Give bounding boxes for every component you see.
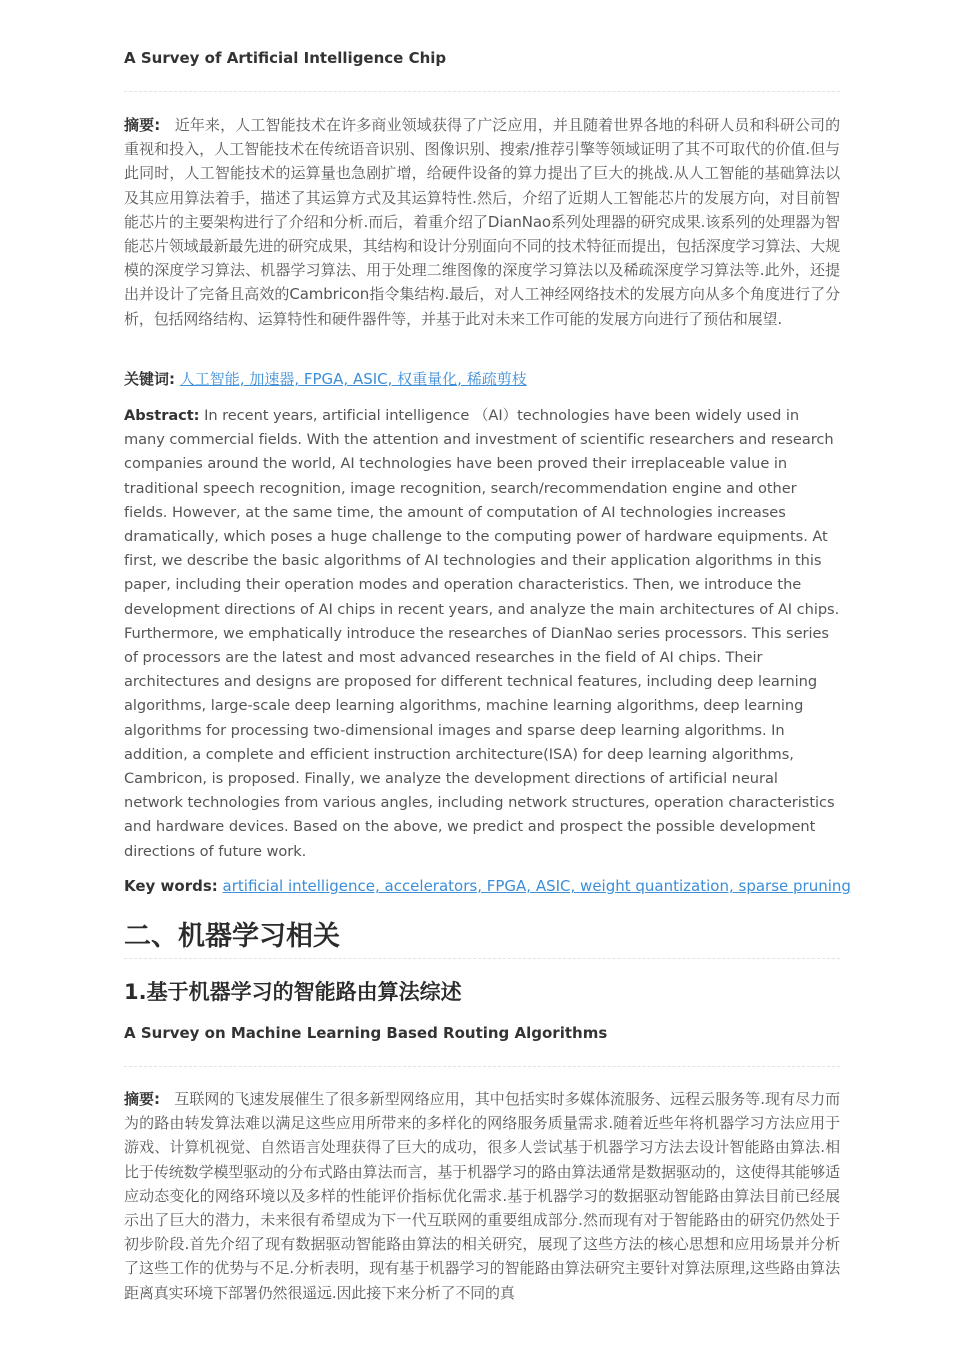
divider xyxy=(124,958,840,959)
keywords-en-links[interactable]: artificial intelligence, accelerators, FPGA, ASIC, weight quantization, sparse pruning xyxy=(222,877,851,895)
keywords-en xyxy=(124,877,851,895)
subsection-heading: 1.基于机器学习的智能路由算法综述 xyxy=(124,980,462,1004)
abstract-cn-2 xyxy=(124,1087,840,1305)
keywords-cn xyxy=(124,368,527,389)
abstract-cn-text: 近年来，人工智能技术在许多商业领域获得了广泛应用，并且随着世界各地的科研人员和科研公司的重视和投入，人工智能技术在传统语音识别、图像识别、搜索/推荐引擎等领域证明了其不可取代的价值.但与此同时，人工智能技术的运算量也急剧扩增，给硬件设备的算力提出了巨大的挑战.从人工智能的基础算法以及其应用算法着手，描述了其运算方式及其运算特性.然后，介绍了近期人工智能芯片的发展方向，对目前智能芯片的主要架构进行了介绍和分析.而后，着重介绍了DianNao系列处理器的研究成果.该系列的处理器为智能芯片领域最新最先进的研究成果，其结构和设计分别面向不同的技术特征而提出，包括深度学习算法、大规模的深度学习算法、机器学习算法、用于处理二维图像的深度学习算法以及稀疏深度学习算法等.此外，还提出并设计了完备且高效的Cambricon指令集结构.最后，对人工神经网络技术的发展方向从多个角度进行了分析，包括网络结构、运算特性和硬件器件等，并基于此对未来工作可能的发展方向进行了预估和展望. xyxy=(124,116,841,328)
abstract-cn-text-2: 互联网的飞速发展催生了很多新型网络应用，其中包括实时多媒体流服务、远程云服务等.现有尽力而为的路由转发算法难以满足这些应用所带来的多样化的网络服务质量需求.随着近些年将机器学习方法应用于游戏、计算机视觉、自然语言处理获得了巨大的成功，很多人尝试基于机器学习方法去设计智能路由算法.相比于传统数学模型驱动的分布式路由算法而言，基于机器学习的路由算法通常是数据驱动的，这使得其能够适应动态变化的网络环境以及多样的性能评价指标优化需求.基于机器学习的数据驱动智能路由算法目前已经展示出了巨大的潜力，未来很有希望成为下一代互联网的重要组成部分.然而现有对于智能路由的研究仍然处于初步阶段.首先介绍了现有数据驱动智能路由算法的相关研究，展现了这些方法的核心思想和应用场景并分析了这些工作的优势与不足.分析表明，现有基于机器学习的智能路由算法研究主要针对算法原理,这些路由算法距离真实环境下部署仍然很遥远.因此接下来分析了不同的真 xyxy=(124,1090,840,1302)
divider xyxy=(124,91,840,92)
abstract-cn xyxy=(124,113,840,331)
section-heading: 二、机器学习相关 xyxy=(124,921,340,952)
abstract-en-text: In recent years, artificial intelligence （AI）technologies have been widely used in many commercial fields. With the attention and investment of scientific researchers and research companies around the world, AI technologies have been proved their irreplaceable value in traditional speech recognition, image recognition, search/recommendation engine and other fields. However, at the same time, the amount of computation of AI technologies increases dramatically, which poses a huge challenge to the computing power of hardware equipments. At first, we describe the basic algorithms of AI technologies and their application algorithms in this paper, including their operation modes and operation characteristics. Then, we introduce the development directions of AI chips in recent years, and analyze the main architectures of AI chips. Furthermore, we emphatically introduce the researches of DianNao series processors. This series of processors are the latest and most advanced researches in the field of AI chips. Their architectures and designs are proposed for different technical features, including deep learning algorithms, large-scale deep learning algorithms, machine learning algorithms, deep learning algorithms for processing two-dimensional images and sparse deep learning algorithms. In addition, a complete and efficient instruction architecture(ISA) for deep learning algorithms, Cambricon, is proposed. Finally, we analyze the development directions of artificial neural network technologies from various angles, including network structures, operation characteristics and hardware devices. Based on the above, we predict and prospect the possible development directions of future work. xyxy=(124,407,840,860)
paper-english-title-2: A Survey on Machine Learning Based Routing Algorithms xyxy=(124,1024,608,1042)
abstract-cn-label-2: 摘要: xyxy=(124,1090,160,1108)
keywords-cn-links[interactable]: 人工智能, 加速器, FPGA, ASIC, 权重量化, 稀疏剪枝 xyxy=(179,370,527,388)
keywords-en-label: Key words: xyxy=(124,877,218,895)
abstract-en xyxy=(124,404,840,864)
divider xyxy=(124,1066,840,1067)
abstract-cn-label: 摘要: xyxy=(124,116,161,134)
abstract-en-label: Abstract: xyxy=(124,407,200,424)
keywords-cn-label: 关键词: xyxy=(124,370,175,388)
paper-english-title: A Survey of Artificial Intelligence Chip xyxy=(124,49,447,67)
